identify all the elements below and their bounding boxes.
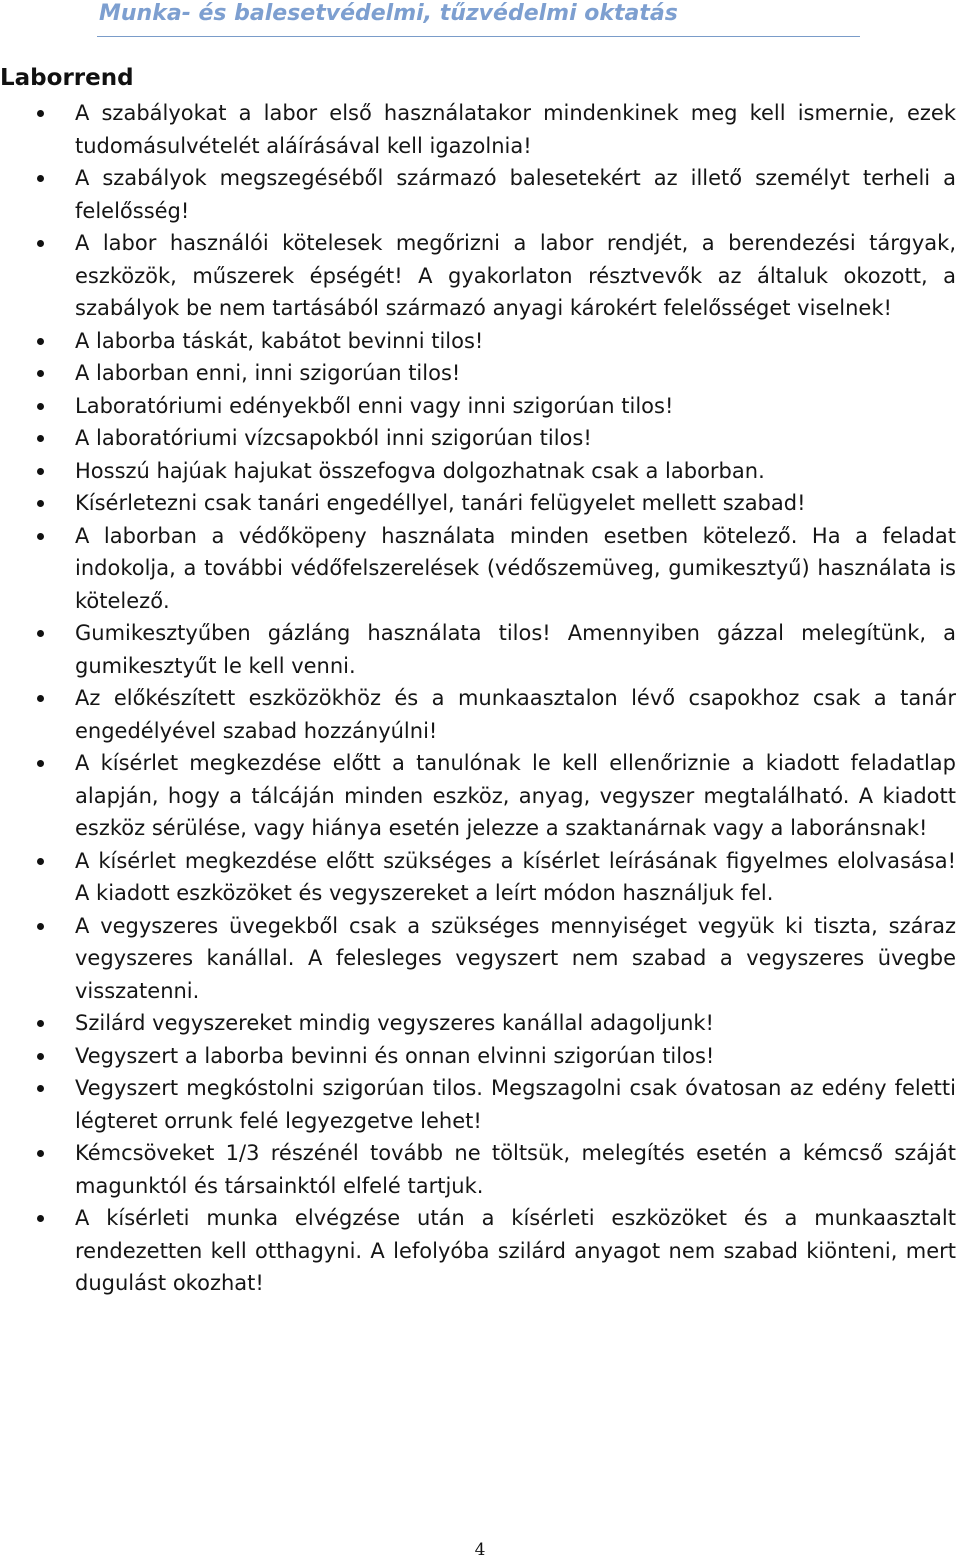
bullet-icon [37,500,44,507]
rule-text: Kísérletezni csak tanári engedéllyel, tanári felügyelet mellett szabad! [75,491,806,515]
list-item [0,487,960,520]
list-item [0,357,960,390]
bullet-icon [37,1215,44,1222]
list-item [0,845,960,910]
rule-text: Kémcsöveket 1/3 részénél tovább ne töltsük, melegítés esetén a kémcső száját magunktól és társainktól elfelé tartjuk. [75,1141,956,1198]
rule-text: Laboratóriumi edényekből enni vagy inni szigorúan tilos! [75,393,674,418]
bullet-icon [37,468,44,475]
list-item [0,520,960,618]
list-item [0,422,960,455]
bullet-icon [37,533,44,540]
bullet-icon [37,370,44,377]
rule-text: A szabályok megszegéséből származó balesetekért az illető személyt terheli a felelősség! [75,166,956,223]
bullet-icon [37,630,44,637]
rule-text: A laboratóriumi vízcsapokból inni szigorúan tilos! [75,426,592,450]
list-item [0,910,960,1008]
rule-text: Gumikesztyűben gázláng használata tilos! Amennyiben gázzal melegítünk, a gumikesztyűt le kell venni. [75,621,956,678]
list-item [0,1202,960,1300]
rule-text: A laborban enni, inni szigorúan tilos! [75,361,461,385]
bullet-icon [37,175,44,182]
rule-text: A kísérlet megkezdése előtt a tanulónak le kell ellenőriznie a kiadott feladatlap alapján, hogy a tálcáján minden eszköz, anyag, vegyszer megtalálható. A kiadott eszköz sérülése, vagy hiánya esetén jelezze a szaktanárnak vagy a laboránsnak! [75,751,956,840]
bullet-icon [37,403,44,410]
page-header [97,0,860,37]
document-header-title: Munka- és balesetvédelmi, tűzvédelmi oktatás [99,1,678,26]
bullet-icon [37,1085,44,1092]
bullet-icon [37,858,44,865]
rule-text: Hosszú hajúak hajukat összefogva dolgozhatnak csak a laborban. [75,458,765,483]
bullet-icon [37,760,44,767]
list-item [0,1137,960,1202]
list-item [0,162,960,227]
bullet-icon [37,110,44,117]
list-item [0,455,960,488]
rule-text: A laborban a védőköpeny használata minden esetben kötelező. Ha a feladat indokolja, a további védőfelszerelések (védőszemüveg, gumikesztyű) használata is kötelező. [75,523,956,613]
list-item [0,97,960,162]
bullet-icon [37,695,44,702]
rule-text: A labor használói kötelesek megőrizni a labor rendjét, a berendezési tárgyak, eszközök, műszerek épségét! A gyakorlaton résztvevők az általuk okozott, a szabályok be nem tartásából származó anyagi károkért felelősséget viselnek! [75,231,956,320]
rules-list [0,97,960,1300]
rule-text: A vegyszeres üvegekből csak a szükséges mennyiséget vegyük ki tiszta, száraz vegyszeres kanállal. A felesleges vegyszert nem szabad a vegyszeres üvegbe visszatenni. [75,913,956,1003]
rule-text: A szabályokat a labor első használatakor mindenkinek meg kell ismernie, ezek tudomásulvételét aláírásával kell igazolnia! [75,101,956,158]
rule-text: A kísérlet megkezdése előtt szükséges a kísérlet leírásának figyelmes elolvasása! A kiadott eszközöket és vegyszereket a leírt módon használjuk fel. [75,848,956,905]
bullet-icon [37,435,44,442]
list-item [0,1040,960,1073]
bullet-icon [37,923,44,930]
list-item [0,1072,960,1137]
list-item [0,747,960,845]
rule-text: A laborba táskát, kabátot bevinni tilos! [75,328,484,353]
list-item [0,325,960,358]
section-title: Laborrend [0,65,134,91]
rule-text: Vegyszert a laborba bevinni és onnan elvinni szigorúan tilos! [75,1043,715,1068]
bullet-icon [37,1053,44,1060]
page-number: 4 [474,1540,486,1560]
list-item [0,1007,960,1040]
rule-text: Az előkészített eszközökhöz és a munkaasztalon lévő csapokhoz csak a tanár engedélyével szabad hozzányúlni! [75,686,956,743]
rule-text: Vegyszert megkóstolni szigorúan tilos. Megszagolni csak óvatosan az edény feletti légteret orrunk felé legyezgetve lehet! [75,1076,956,1133]
bullet-icon [37,1150,44,1157]
list-item [0,617,960,682]
rule-text: Szilárd vegyszereket mindig vegyszeres kanállal adagoljunk! [75,1011,714,1035]
bullet-icon [37,338,44,345]
list-item [0,682,960,747]
list-item [0,390,960,423]
rule-text: A kísérleti munka elvégzése után a kísérleti eszközöket és a munkaasztalt rendezetten kell otthagyni. A lefolyóba szilárd anyagot nem szabad kiönteni, mert dugulást okozhat! [75,1206,956,1295]
bullet-icon [37,1020,44,1027]
bullet-icon [37,240,44,247]
list-item [0,227,960,325]
